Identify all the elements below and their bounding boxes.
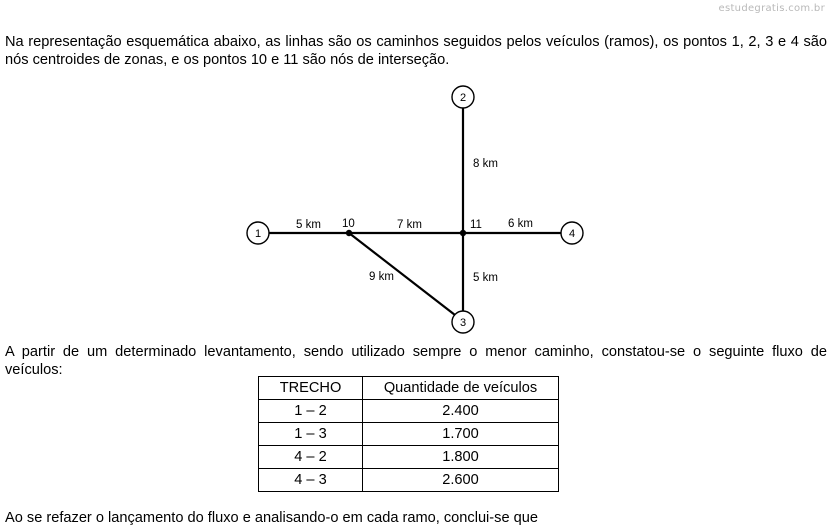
cell-trecho: 4 – 2 (259, 446, 363, 469)
node-3-label: 3 (459, 317, 467, 329)
table-header-row (259, 377, 559, 400)
node-3 (452, 311, 474, 333)
flow-table (258, 376, 559, 492)
intro-paragraph: Na representação esquemática abaixo, as linhas são os caminhos seguidos pelos veículos (ramos), os pontos 1, 2, 3 e 4 são nós centroides de zonas, e os pontos 10 e 11 são nós de interseção. (5, 34, 827, 68)
edge-10-3 (349, 233, 455, 315)
watermark: estudegratis.com.br (718, 3, 825, 14)
junction-10 (346, 230, 352, 236)
node-11-label: 11 (470, 219, 482, 231)
edge-1-10-label: 5 km (296, 219, 321, 231)
context-paragraph: A partir de um determinado levantamento, sendo utilizado sempre o menor caminho, constatou-se o seguinte fluxo de veículos: (5, 344, 827, 378)
table-row (259, 400, 559, 423)
edge-11-2-label: 8 km (473, 158, 498, 170)
node-1-label: 1 (254, 228, 262, 240)
table-row (259, 423, 559, 446)
cell-quantidade: 1.800 (363, 446, 559, 469)
cell-quantidade: 2.400 (363, 400, 559, 423)
table-row (259, 446, 559, 469)
header-trecho: TRECHO (259, 377, 363, 400)
cell-quantidade: 1.700 (363, 423, 559, 446)
edge-10-3-label: 9 km (369, 271, 394, 283)
edge-11-4-label: 6 km (508, 218, 533, 230)
node-4-label: 4 (568, 228, 576, 240)
node-10-label: 10 (342, 218, 355, 230)
edge-11-3-label: 5 km (473, 272, 498, 284)
node-2 (452, 86, 474, 108)
node-2-label: 2 (459, 92, 467, 104)
cell-quantidade: 2.600 (363, 469, 559, 492)
cell-trecho: 1 – 2 (259, 400, 363, 423)
cell-trecho: 4 – 3 (259, 469, 363, 492)
node-4 (561, 222, 583, 244)
cell-trecho: 1 – 3 (259, 423, 363, 446)
edge-10-11-label: 7 km (397, 219, 422, 231)
header-quantidade: Quantidade de veículos (363, 377, 559, 400)
junction-11 (460, 230, 466, 236)
conclusion-paragraph: Ao se refazer o lançamento do fluxo e analisando-o em cada ramo, conclui-se que (5, 510, 538, 526)
table-row (259, 469, 559, 492)
node-1 (247, 222, 269, 244)
